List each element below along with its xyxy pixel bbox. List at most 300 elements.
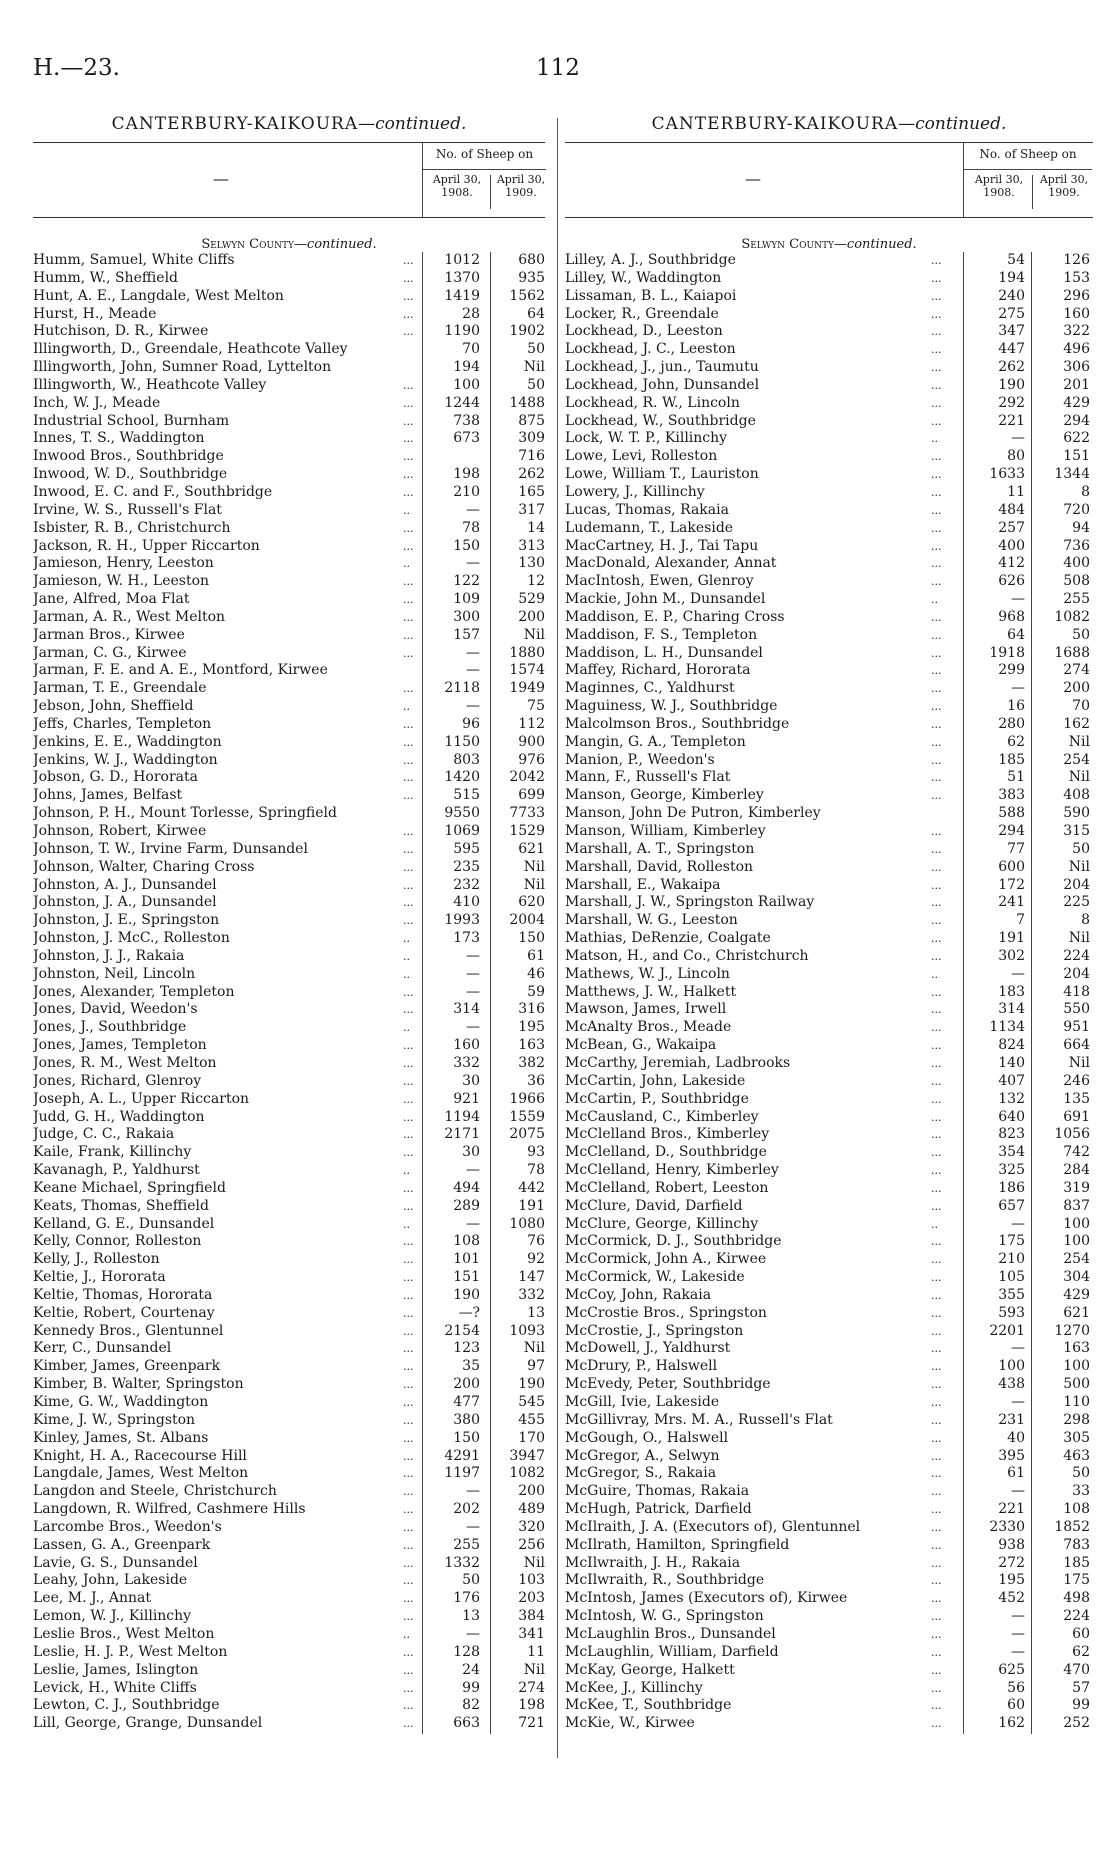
owner-name: McIntosh, James (Executors of), Kirwee [565,1590,848,1607]
owner-name: Kerr, C., Dunsandel [33,1340,172,1357]
sheep-1908: 176 [453,1590,480,1607]
table-row [565,430,1093,448]
table-row [33,769,545,787]
owner-name: Keltie, Thomas, Hororata [33,1286,213,1303]
sheep-1909: 783 [1063,1536,1090,1553]
owner-name: Marshall, A. T., Springston [565,840,755,857]
sheep-1908: — [466,947,480,964]
sheep-1908: 190 [998,376,1025,393]
sheep-1908: 938 [998,1536,1025,1553]
sheep-1909: 262 [518,466,545,483]
leader-dots: ... [931,771,942,785]
owner-name: Kime, J. W., Springston [33,1411,196,1428]
leader-dots: ... [931,1574,942,1588]
sheep-1908: 314 [998,1001,1025,1018]
sheep-1908: 190 [453,1286,480,1303]
leader-dots: ... [931,700,942,714]
table-row [33,734,545,752]
sheep-1908: 62 [1007,733,1025,750]
owner-name: Manson, John De Putron, Kimberley [565,805,821,822]
owner-name: McKee, J., Killinchy [565,1679,703,1696]
table-row [33,877,545,895]
table-row [33,680,545,698]
table-row [565,1287,1093,1305]
table-row [565,466,1093,484]
sheep-1909: 508 [1063,573,1090,590]
table-row [565,1572,1093,1590]
sheep-1909: 33 [1072,1483,1090,1500]
sheep-1909: 160 [1063,305,1090,322]
sheep-1909: 716 [518,448,545,465]
sheep-1908: 109 [453,591,480,608]
table-row [565,1073,1093,1091]
owner-name: Inwood, W. D., Southbridge [33,466,228,483]
sheep-1909: 60 [1072,1625,1090,1642]
owner-name: Lee, M. J., Annat [33,1590,151,1607]
sheep-1908: 61 [1007,1465,1025,1482]
sheep-1908: 494 [453,1179,480,1196]
sheep-1909: 1270 [1054,1322,1090,1339]
leader-dots: ... [403,468,414,482]
left-column [33,112,545,1733]
sheep-1909: 1488 [509,394,545,411]
sheep-1908: 410 [453,894,480,911]
left-section-suffix: —continued. [293,237,377,252]
owner-name: Jarman, C. G., Kirwee [33,644,187,661]
owner-name: McCarthy, Jeremiah, Ladbrooks [565,1054,791,1071]
table-row [565,252,1093,270]
table-row [33,1376,545,1394]
sheep-1909: 305 [1063,1429,1090,1446]
owner-name: Mann, F., Russell's Flat [565,769,731,786]
sheep-1909: 162 [1063,715,1090,732]
sheep-1908: 1244 [444,394,480,411]
sheep-1909: 935 [518,269,545,286]
sheep-1908: — [1011,1394,1025,1410]
owner-name: Johnson, Robert, Kirwee [33,823,207,839]
owner-name: Knight, H. A., Racecourse Hill [33,1447,247,1464]
leader-dots: ... [403,1110,414,1124]
sheep-1908: 968 [998,608,1025,625]
sheep-1908: — [1011,1215,1025,1232]
sheep-1909: 8 [1081,483,1090,500]
table-row [33,1430,545,1448]
sheep-1908: 221 [998,412,1025,429]
leader-dots: ... [403,1663,414,1677]
table-row [33,787,545,805]
sheep-1909: 224 [1063,1608,1090,1625]
sheep-1909: 130 [518,555,545,572]
right-group-rule [964,169,1092,170]
sheep-1909: 1056 [1054,1126,1090,1143]
leader-dots: ... [403,1253,414,1267]
table-row [565,377,1093,395]
owner-name: Mangin, G. A., Templeton [565,733,746,750]
leader-dots: ... [403,1092,414,1106]
leader-dots: ... [931,485,942,499]
sheep-1909: 316 [518,1001,545,1018]
owner-name: McCartin, P., Southbridge [565,1090,749,1107]
leader-dots: ... [403,432,414,446]
table-row [565,930,1093,948]
sheep-1909: 255 [1063,591,1090,608]
sheep-1908: 24 [462,1661,480,1678]
table-row [565,1626,1093,1644]
leader-dots: ... [931,1449,942,1463]
leader-dots: ... [403,1396,414,1409]
leader-dots: .. [403,949,410,963]
owner-name: Johnson, Walter, Charing Cross [33,858,255,875]
owner-name: Inch, W. J., Meade [33,394,161,411]
owner-name: Lissaman, B. L., Kaiapoi [565,287,737,304]
sheep-1908: — [466,965,480,982]
owner-name: Jane, Alfred, Moa Flat [33,591,190,608]
table-row [565,1519,1093,1537]
leader-dots: ... [931,468,942,482]
leader-dots: ... [403,325,414,339]
owner-name: McGregor, A., Selwyn [565,1447,720,1464]
sheep-1908: 200 [453,1376,480,1393]
sheep-1908: 108 [453,1233,480,1250]
leader-dots: ... [931,1538,942,1552]
table-row [33,1323,545,1341]
leader-dots: ... [403,914,414,928]
sheep-1909: 135 [1063,1090,1090,1107]
owner-name: McClelland, D., Southbridge [565,1144,767,1161]
sheep-1909: Nil [523,359,545,376]
leader-dots: ... [931,450,942,464]
sheep-1908: 40 [1007,1429,1025,1446]
table-row [565,1376,1093,1394]
table-row [565,859,1093,877]
table-row [565,1680,1093,1698]
right-column [565,112,1093,1733]
leader-dots: .. [403,967,410,981]
sheep-1908: — [1011,591,1025,608]
sheep-1909: 153 [1063,269,1090,286]
column-divider [557,118,558,1758]
leader-dots: ... [403,450,414,464]
left-year2-header: April 30, 1909. [496,173,546,199]
sheep-1908: — [466,501,480,518]
leader-dots: .. [403,557,410,571]
leader-dots: ... [403,593,414,607]
leader-dots: ... [403,1056,414,1070]
sheep-1908: 183 [998,983,1025,1000]
leader-dots: ... [403,860,414,874]
sheep-1909: 429 [1063,1286,1090,1303]
sheep-1909: 620 [518,894,545,911]
table-row [33,377,545,395]
leader-dots: .. [403,1164,410,1178]
sheep-1908: 1194 [444,1108,480,1125]
sheep-1908: 1993 [444,912,480,929]
sheep-1909: 175 [1063,1572,1090,1589]
leader-dots: ... [403,1681,414,1695]
sheep-1909: 382 [518,1054,545,1071]
table-row [33,1358,545,1376]
sheep-1908: 150 [453,1429,480,1446]
table-row [33,1091,545,1109]
page-number: 112 [536,55,580,81]
sheep-1909: Nil [523,876,545,893]
sheep-1909: 384 [518,1608,545,1625]
sheep-1908: — [1011,680,1025,697]
table-row [565,395,1093,413]
table-row [33,1126,545,1144]
owner-name: Leslie, H. J. P., West Melton [33,1643,228,1660]
table-row [565,573,1093,591]
right-title-suffix: —continued. [898,114,1007,134]
owner-name: Lemon, W. J., Killinchy [33,1608,192,1625]
owner-name: Kimber, B. Walter, Springston [33,1376,244,1393]
table-row [565,984,1093,1002]
sheep-1909: 455 [518,1411,545,1428]
table-row [33,341,545,359]
table-row [565,1644,1093,1662]
table-row [33,1448,545,1466]
sheep-1909: 147 [518,1269,545,1286]
leader-dots: ... [403,1503,414,1517]
owner-name: Kaile, Frank, Killinchy [33,1144,192,1161]
table-row [565,1662,1093,1680]
leader-dots: ... [403,1288,414,1302]
owner-name: McIlrath, Hamilton, Springfield [565,1536,790,1553]
sheep-1908: 299 [998,662,1025,679]
sheep-1909: 99 [1072,1697,1090,1714]
right-year2-header: April 30, 1909. [1039,173,1089,199]
sheep-1908: 28 [462,305,480,322]
sheep-1909: 699 [518,787,545,804]
leader-dots: ... [403,717,414,731]
table-row [33,1216,545,1234]
sheep-1909: 50 [1072,626,1090,643]
sheep-1908: 588 [998,805,1025,822]
owner-name: Malcolmson Bros., Southbridge [565,715,790,732]
sheep-1909: 900 [518,733,545,750]
leader-dots: ... [931,985,942,999]
owner-name: Jenkins, E. E., Waddington [33,733,222,750]
sheep-1908: 210 [453,483,480,500]
sheep-1908: 302 [998,947,1025,964]
leader-dots: ... [931,1663,942,1677]
owner-name: Jarman Bros., Kirwee [33,626,185,643]
sheep-1909: Nil [1068,769,1090,786]
sheep-1909: 621 [1063,1304,1090,1321]
table-row [33,1180,545,1198]
sheep-1908: 412 [998,555,1025,572]
sheep-1909: 976 [518,751,545,768]
sheep-1908: — [466,1518,480,1535]
leader-dots: ... [403,575,414,589]
table-row [565,716,1093,734]
owner-name: McKee, T., Southbridge [565,1697,732,1714]
leader-dots: ... [931,860,942,874]
table-row [33,609,545,627]
table-row [565,341,1093,359]
sheep-1909: 100 [1063,1358,1090,1375]
sheep-1908: 123 [453,1340,480,1357]
sheep-1909: 1966 [509,1090,545,1107]
sheep-1908: — [1011,1625,1025,1642]
owner-name: Humm, Samuel, White Cliffs [33,252,235,268]
sheep-1908: 100 [453,376,480,393]
sheep-1909: Nil [1068,733,1090,750]
table-row [33,966,545,984]
sheep-1908: — [1011,430,1025,447]
sheep-1908: 80 [1007,448,1025,465]
sheep-1909: 190 [518,1376,545,1393]
table-row [565,1608,1093,1626]
table-row [565,1555,1093,1573]
sheep-1908: 240 [998,287,1025,304]
sheep-1908: 221 [998,1501,1025,1518]
leader-dots: ... [931,1074,942,1088]
sheep-1909: 126 [1063,252,1090,268]
owner-name: MacIntosh, Ewen, Glenroy [565,573,754,590]
table-row [565,538,1093,556]
sheep-1908: 241 [998,894,1025,911]
sheep-1909: 256 [518,1536,545,1553]
sheep-1909: 200 [1063,680,1090,697]
sheep-1909: 621 [518,840,545,857]
table-row [565,894,1093,912]
leader-dots: .. [931,967,938,981]
sheep-1908: 262 [998,359,1025,376]
sheep-1908: 625 [998,1661,1025,1678]
sheep-1909: 442 [518,1179,545,1196]
owner-name: Maddison, E. P., Charing Cross [565,608,785,625]
table-row [33,1519,545,1537]
owner-name: McCormick, D. J., Southbridge [565,1233,782,1250]
sheep-1908: 194 [998,269,1025,286]
table-row [565,502,1093,520]
table-row [565,1340,1093,1358]
table-row [33,1055,545,1073]
left-year1-header: April 30, 1908. [432,173,482,199]
table-row [565,912,1093,930]
sheep-1908: 7 [1016,912,1025,929]
sheep-1908: 395 [998,1447,1025,1464]
table-row [565,662,1093,680]
sheep-1909: 252 [1063,1715,1090,1732]
sheep-1908: — [466,644,480,661]
sheep-1908: 921 [453,1090,480,1107]
table-row [33,1019,545,1037]
sheep-1908: 64 [1007,626,1025,643]
sheep-1908: 515 [453,787,480,804]
table-row [565,698,1093,716]
sheep-1908: — [466,1162,480,1179]
table-row [565,805,1093,823]
owner-name: Lavie, G. S., Dunsandel [33,1554,198,1571]
sheep-1908: 1012 [444,252,480,268]
sheep-1909: 204 [1063,876,1090,893]
leader-dots: ... [403,1074,414,1088]
owner-name: Johnston, A. J., Dunsandel [33,876,217,893]
sheep-1908: 56 [1007,1679,1025,1696]
sheep-1908: 99 [462,1679,480,1696]
sheep-1909: 246 [1063,1072,1090,1089]
table-row [565,1198,1093,1216]
owner-name: Leslie, James, Islington [33,1661,199,1678]
leader-dots: ... [403,1645,414,1659]
sheep-1909: Nil [523,858,545,875]
owner-name: Jones, David, Weedon's [33,1001,198,1018]
table-row [565,627,1093,645]
sheep-1909: Nil [1068,858,1090,875]
owner-name: Inwood Bros., Southbridge [33,448,224,465]
sheep-1908: — [1011,1608,1025,1625]
table-row [565,323,1093,341]
sheep-1908: 35 [462,1358,480,1375]
owner-name: Jones, J., Southbridge [33,1019,187,1036]
sheep-1908: 1633 [989,466,1025,483]
owner-name: McClelland, Robert, Leeston [565,1179,769,1196]
sheep-1909: 7733 [509,805,545,822]
owner-name: Mathias, DeRenzie, Coalgate [565,930,771,947]
owner-name: Levick, H., White Cliffs [33,1679,197,1696]
sheep-1908: 150 [453,537,480,554]
leader-dots: .. [403,932,410,946]
sheep-1909: 110 [1063,1394,1090,1410]
right-sheep-group-header [963,143,1092,217]
sheep-1908: 51 [1007,769,1025,786]
leader-dots: ... [931,789,942,803]
leader-dots: ... [403,1235,414,1249]
sheep-1909: 489 [518,1501,545,1518]
sheep-1909: 93 [527,1144,545,1161]
owner-name: Langdon and Steele, Christchurch [33,1483,277,1500]
owner-name: McCoy, John, Rakaia [565,1286,712,1303]
owner-name: Lockhead, J. C., Leeston [565,341,736,358]
table-row [565,1394,1093,1412]
leader-dots: ... [931,717,942,731]
leader-dots: ... [931,1056,942,1070]
owner-name: Mawson, James, Irwell [565,1001,727,1018]
right-header-dash: — [745,169,761,188]
leader-dots: ... [403,753,414,767]
table-row [33,805,545,823]
leader-dots: ... [403,1271,414,1285]
sheep-1909: Nil [523,626,545,643]
sheep-1909: 315 [1063,823,1090,839]
owner-name: McCrostie Bros., Springston [565,1304,767,1321]
table-row [565,1430,1093,1448]
sheep-1908: 195 [998,1572,1025,1589]
table-row [33,270,545,288]
leader-dots: ... [931,1110,942,1124]
sheep-1909: 78 [527,1162,545,1179]
table-row [565,1305,1093,1323]
table-row [33,1572,545,1590]
leader-dots: ... [931,1627,942,1641]
sheep-1908: 162 [998,1715,1025,1732]
sheep-1908: 175 [998,1233,1025,1250]
table-row [565,359,1093,377]
table-row [565,1323,1093,1341]
table-row [33,1501,545,1519]
table-row [33,1715,545,1733]
sheep-1909: 163 [1063,1340,1090,1357]
sheep-1908: 600 [998,858,1025,875]
table-row [565,1269,1093,1287]
owner-name: Manson, George, Kimberley [565,787,764,804]
owner-name: Maginnes, C., Yaldhurst [565,680,735,697]
sheep-1909: 418 [1063,983,1090,1000]
owner-name: McCormick, W., Lakeside [565,1269,745,1286]
leader-dots: ... [403,1342,414,1356]
